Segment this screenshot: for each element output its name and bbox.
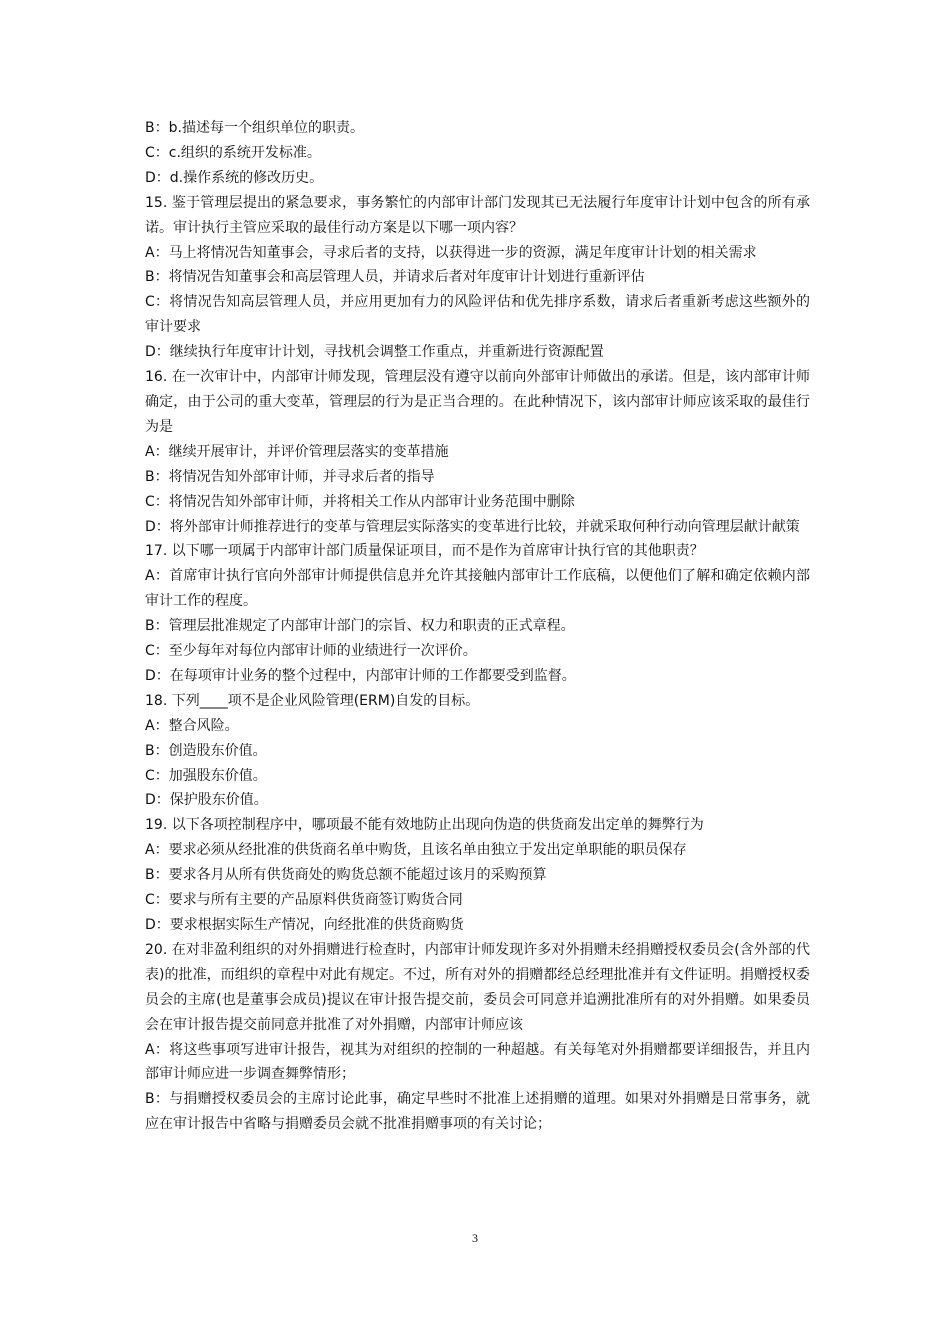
q15-option-b: B：将情况告知董事会和高层管理人员，并请求后者对年度审计计划进行重新评估 [145, 269, 645, 286]
page-content [145, 116, 810, 1137]
q20-option-b: B：与捐赠授权委员会的主席讨论此事，确定早些时不批准上述捐赠的道理。如果对外捐赠是日常事务，就应在审计报告中省略与捐赠委员会就不批准捐赠事项的有关讨论； [145, 1091, 810, 1133]
q18-option-d: D：保护股东价值。 [145, 792, 268, 809]
q16-option-d: D：将外部审计师推荐进行的变革与管理层实际落实的变革进行比较，并就采取何种行动向管理层献计献策 [145, 518, 800, 535]
option-d-line: D：d.操作系统的修改历史。 [145, 169, 324, 186]
q16-option-a: A：继续开展审计，并评价管理层落实的变革措施 [145, 443, 449, 460]
q18-option-c: C：加强股东价值。 [145, 767, 267, 784]
q16-option-c: C：将情况告知外部审计师，并将相关工作从内部审计业务范围中删除 [145, 493, 575, 510]
q17-option-c: C：至少每年对每位内部审计师的业绩进行一次评价。 [145, 643, 477, 660]
q15-option-c: C：将情况告知高层管理人员，并应用更加有力的风险评估和优先排序系数，请求后者重新考虑这些额外的审计要求 [145, 294, 810, 336]
q18-option-a: A：整合风险。 [145, 717, 239, 734]
option-c-line: C：c.组织的系统开发标准。 [145, 144, 321, 161]
question-18: 18. 下列____项不是企业风险管理(ERM)自发的目标。 [145, 692, 480, 709]
question-16: 16. 在一次审计中，内部审计师发现，管理层没有遵守以前向外部审计师做出的承诺。但是，该内部审计师确定，由于公司的重大变革，管理层的行为是正当合理的。在此种情况下，该内部审计师应该采取的最佳行为是 [145, 369, 810, 435]
question-15: 15. 鉴于管理层提出的紧急要求，事务繁忙的内部审计部门发现其已无法履行年度审计计划中包含的所有承诺。审计执行主管应采取的最佳行动方案是以下哪一项内容？ [145, 194, 810, 236]
question-17: 17. 以下哪一项属于内部审计部门质量保证项目，而不是作为首席审计执行官的其他职责？ [145, 543, 704, 560]
q19-option-b: B：要求各月从所有供货商处的购货总额不能超过该月的采购预算 [145, 867, 547, 884]
q16-option-b: B：将情况告知外部审计师，并寻求后者的指导 [145, 468, 435, 485]
q15-option-a: A：马上将情况告知董事会，寻求后者的支持，以获得进一步的资源，满足年度审计计划的相关需求 [145, 244, 757, 261]
q15-option-d: D：继续执行年度审计计划，寻找机会调整工作重点，并重新进行资源配置 [145, 344, 604, 361]
q17-option-a: A：首席审计执行官向外部审计师提供信息并允许其接触内部审计工作底稿，以便他们了解和确定依赖内部审计工作的程度。 [145, 568, 810, 610]
question-19: 19. 以下各项控制程序中，哪项最不能有效地防止出现向伪造的供货商发出定单的舞弊行为 [145, 817, 704, 834]
question-20: 20. 在对非盈利组织的对外捐赠进行检查时，内部审计师发现许多对外捐赠未经捐赠授权委员会(含外部的代表)的批准，而组织的章程中对此有规定。不过，所有对外的捐赠都经总经理批准并有文件证明。捐赠授权委员会的主席(也是董事会成员)提议在审计报告提交前，委员会可同意并追溯批准所有的对外捐赠。如果委员会在审计报告提交前同意并批准了对外捐赠，内部审计师应该 [145, 941, 810, 1033]
option-b-line: B：b.描述每一个组织单位的职责。 [145, 120, 364, 136]
q20-option-a: A：将这些事项写进审计报告，视其为对组织的控制的一种超越。有关每笔对外捐赠都要详细报告，并且内部审计师应进一步调查舞弊情形； [145, 1041, 810, 1083]
q19-option-a: A：要求必须从经批准的供货商名单中购货，且该名单由独立于发出定单职能的职员保存 [145, 842, 687, 859]
q19-option-d: D：要求根据实际生产情况，向经批准的供货商购货 [145, 917, 464, 933]
q18-option-b: B：创造股东价值。 [145, 742, 267, 759]
q17-option-b: B：管理层批准规定了内部审计部门的宗旨、权力和职责的正式章程。 [145, 618, 575, 635]
q17-option-d: D：在每项审计业务的整个过程中，内部审计师的工作都要受到监督。 [145, 667, 576, 684]
page-number: 3 [472, 1231, 478, 1245]
q19-option-c: C：要求与所有主要的产品原料供货商签订购货合同 [145, 892, 463, 909]
